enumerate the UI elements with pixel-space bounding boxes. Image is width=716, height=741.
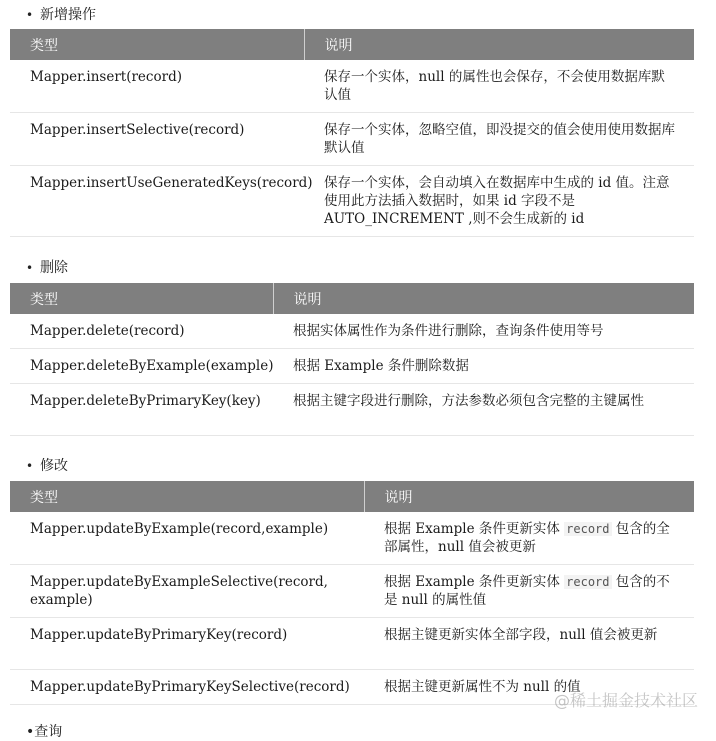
header-type: 类型 [10, 29, 304, 60]
desc-cell: 根据主键字段进行删除，方法参数必须包含完整的主键属性 [273, 384, 694, 436]
table-row [10, 166, 694, 237]
table-header-row [10, 283, 694, 314]
delete-table [10, 283, 694, 436]
desc-cell: 根据 Example 条件更新实体 record 包含的全部属性，null 值会被更新 [364, 512, 694, 565]
table-row [10, 60, 694, 113]
method-cell: Mapper.insertUseGeneratedKeys(record) [10, 166, 304, 237]
header-desc: 说明 [304, 29, 694, 60]
desc-cell: 保存一个实体，会自动填入在数据库中生成的 id 值。注意使用此方法插入数据时，如果 id 字段不是 AUTO_INCREMENT ,则不会生成新的 id [304, 166, 694, 237]
table-row [10, 618, 694, 670]
table-row [10, 113, 694, 166]
inline-code: record [566, 522, 610, 536]
desc-cell: 根据 Example 条件更新实体 record 包含的不是 null 的属性值 [364, 565, 694, 618]
header-type: 类型 [10, 283, 273, 314]
header-desc: 说明 [273, 283, 694, 314]
bullet-icon: • [26, 459, 34, 473]
desc-cell: 根据主键更新实体全部字段，null 值会被更新 [364, 618, 694, 670]
header-desc: 说明 [364, 481, 694, 512]
bullet-icon: • [26, 261, 34, 275]
insert-table [10, 29, 694, 237]
desc-cell: 保存一个实体，忽略空值，即没提交的值会使用使用数据库默认值 [304, 113, 694, 166]
method-cell: Mapper.updateByPrimaryKey(record) [10, 618, 364, 670]
section-title-insert: • 新增操作 [26, 7, 96, 23]
table-row [10, 565, 694, 618]
section-title-query-partial: •查询 [26, 724, 63, 740]
watermark: @稀土掘金技术社区 [553, 691, 698, 710]
table-row [10, 512, 694, 565]
method-cell: Mapper.updateByPrimaryKeySelective(record) [10, 670, 364, 705]
update-table [10, 481, 694, 705]
section-title-delete: • 删除 [26, 260, 68, 276]
table-header-row [10, 29, 694, 60]
method-cell: Mapper.updateByExample(record,example) [10, 512, 364, 565]
desc-cell: 根据 Example 条件删除数据 [273, 349, 694, 384]
method-cell: Mapper.insert(record) [10, 60, 304, 113]
bullet-icon: • [26, 724, 35, 740]
header-type: 类型 [10, 481, 364, 512]
bullet-icon: • [26, 8, 34, 22]
table-row [10, 384, 694, 436]
table-row [10, 349, 694, 384]
method-cell: Mapper.deleteByExample(example) [10, 349, 273, 384]
method-cell: Mapper.deleteByPrimaryKey(key) [10, 384, 273, 436]
method-cell: Mapper.updateByExampleSelective(record, example) [10, 565, 364, 618]
table-row [10, 314, 694, 349]
section-title-update: • 修改 [26, 458, 68, 474]
desc-cell: 保存一个实体，null 的属性也会保存，不会使用数据库默认值 [304, 60, 694, 113]
desc-cell: 根据主键更新属性不为 null 的值 [364, 670, 694, 705]
table-header-row [10, 481, 694, 512]
method-cell: Mapper.insertSelective(record) [10, 113, 304, 166]
desc-cell: 根据实体属性作为条件进行删除，查询条件使用等号 [273, 314, 694, 349]
inline-code: record [566, 575, 610, 589]
method-cell: Mapper.delete(record) [10, 314, 273, 349]
